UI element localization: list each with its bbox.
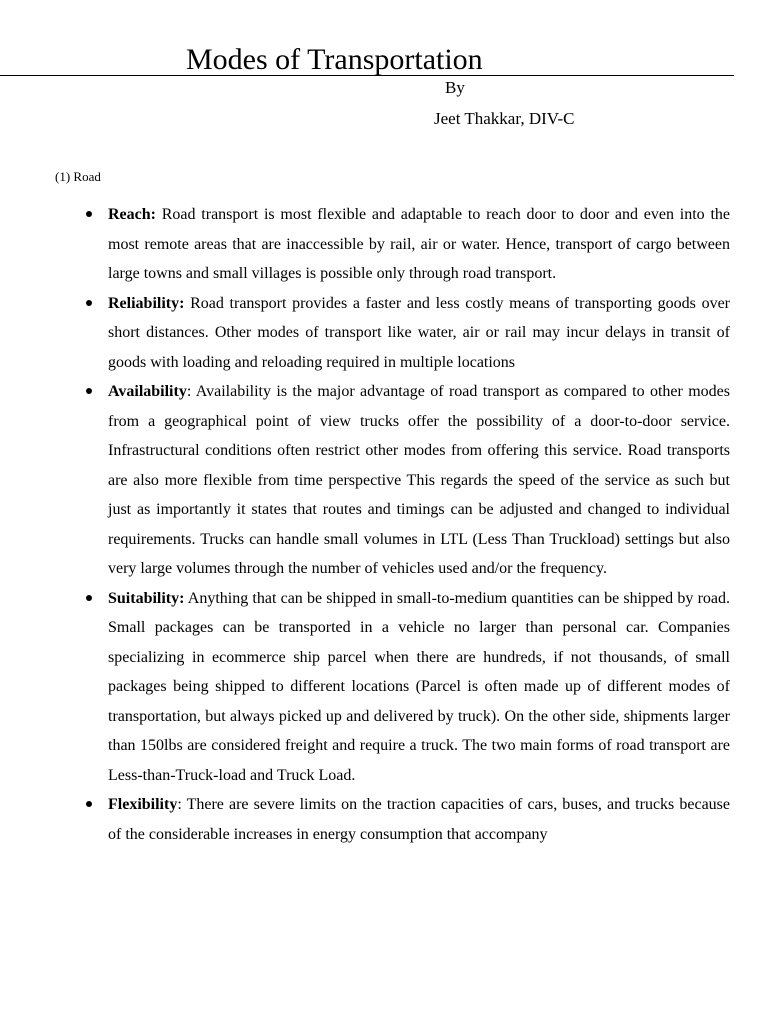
byline-label: By [445, 78, 465, 97]
bullet-text: Road transport is most flexible and adaptable to reach door to door and even into the most remote areas that are inaccessible by rail, air or water. Hence, transport of cargo between large towns and small villages is possible only through road transport. [108, 206, 730, 282]
bullet-item-reliability [0, 289, 768, 378]
section-heading: (1) Road [55, 169, 101, 184]
bullet-list [0, 200, 768, 849]
title-underline [0, 75, 734, 76]
bullet-dot-icon [86, 801, 92, 807]
bullet-dot-icon [86, 595, 92, 601]
bullet-item-availability [0, 377, 768, 584]
bullet-dot-icon [86, 388, 92, 394]
bullet-item-flexibility [0, 790, 768, 849]
bullet-term: Reach: [108, 206, 156, 223]
bullet-text: : There are severe limits on the traction capacities of cars, buses, and trucks because of the considerable increases in energy consumption that accompany [108, 796, 730, 843]
bullet-term: Reliability: [108, 294, 185, 312]
bullet-dot-icon [86, 300, 92, 306]
bullet-term: Flexibility [108, 796, 178, 813]
bullet-dot-icon [86, 211, 92, 217]
document-title: Modes of Transportation [186, 43, 483, 76]
bullet-item-reach [0, 200, 768, 289]
bullet-term: Suitability: [108, 589, 185, 607]
author-name: Jeet Thakkar, DIV-C [434, 109, 575, 128]
bullet-item-suitability [0, 584, 768, 791]
bullet-term: Availability [108, 383, 187, 400]
bullet-text: Anything that can be shipped in small-to-medium quantities can be shipped by road. Small packages can be transported in a vehicle no larger than personal car. Companies specializing in ecommerce ship parcel when there are hundreds, if not thousands, of small packages being shipped to different locations (Parcel is often made up of different modes of transportation, but always picked up and delivered by truck). On the other side, shipments larger than 150lbs are considered freight and require a truck. The two main forms of road transport are Less-than-Truck-load and Truck Load. [108, 589, 730, 784]
bullet-text: : Availability is the major advantage of road transport as compared to other modes from a geographical point of view trucks offer the possibility of a door-to-door service. Infrastructural conditions often restrict other modes from offering this service. Road transports are also more flexible from time perspective This regards the speed of the service as such but just as importantly it states that routes and timings can be adjusted and changed to individual requirements. Trucks can handle small volumes in LTL (Less Than Truckload) settings but also very large volumes through the number of vehicles used and/or the frequency. [108, 383, 730, 577]
bullet-text: Road transport provides a faster and less costly means of transporting goods over short distances. Other modes of transport like water, air or rail may incur delays in transit of goods with loading and reloading required in multiple locations [108, 294, 730, 371]
